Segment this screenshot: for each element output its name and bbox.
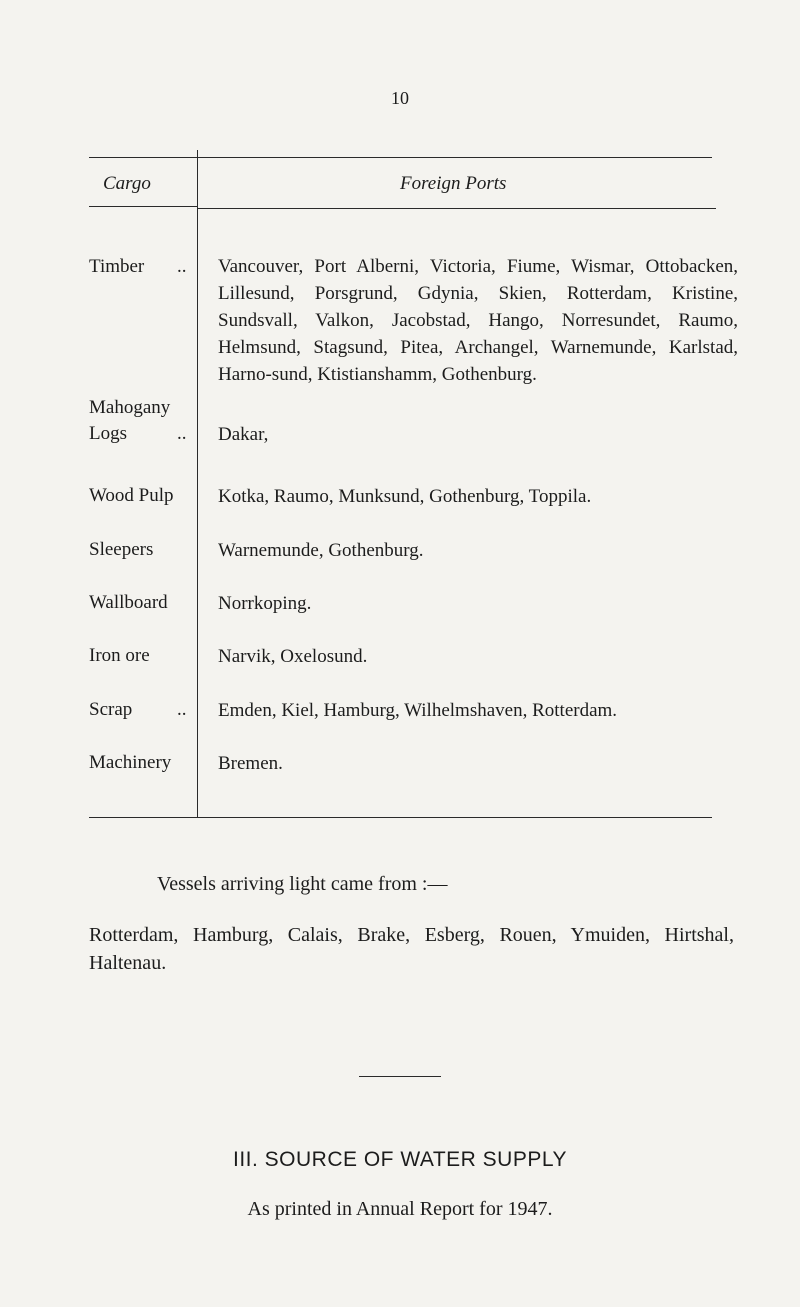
ports-cell: Dakar,	[218, 424, 269, 445]
cargo-cell: Machinery	[89, 752, 172, 773]
cargo-cell: Sleepers	[89, 539, 154, 560]
ports-cell: Bremen.	[218, 753, 283, 774]
dot-leader: ..	[177, 423, 187, 444]
ports-cell: Kotka, Raumo, Munksund, Gothenburg, Toppila.	[218, 486, 592, 507]
table-top-rule	[89, 157, 712, 158]
light-vessels-ports: Rotterdam, Hamburg, Calais, Brake, Esberg, Rouen, Ymuiden, Hirtshal, Haltenau.	[89, 924, 734, 974]
section-divider	[359, 1076, 441, 1077]
cargo-cell: Wallboard	[89, 592, 168, 613]
header-foreign-ports: Foreign Ports	[400, 173, 507, 194]
header-bottom-rule-left	[89, 206, 197, 207]
cargo-cell: Wood Pulp	[89, 485, 174, 506]
light-vessels-intro: Vessels arriving light came from :—	[157, 873, 448, 895]
section-note: As printed in Annual Report for 1947.	[247, 1198, 553, 1220]
cargo-cell: Iron ore	[89, 645, 150, 666]
table-bottom-rule	[89, 817, 712, 818]
dot-leader: ..	[177, 256, 187, 277]
cargo-cell: Scrap	[89, 699, 133, 720]
header-cargo: Cargo	[103, 173, 151, 194]
cargo-cell-line1: Mahogany	[89, 397, 171, 418]
column-divider	[197, 150, 198, 818]
header-bottom-rule-right	[197, 208, 716, 209]
ports-cell: Warnemunde, Gothenburg.	[218, 540, 424, 561]
ports-cell: Narvik, Oxelosund.	[218, 646, 368, 667]
ports-cell: Vancouver, Port Alberni, Victoria, Fiume, Wismar, Ottobacken, Lillesund, Porsgrund, Gdynia, Skien, Rotterdam, Kristine, Sundsvall, Valkon, Jacobstad, Hango, Norresundet, Raumo, Helmsund, Stagsund, Pitea, Archangel, Warnemunde, Karlstad, Harno-sund, Ktistianshamm, Gothenburg.	[218, 256, 738, 385]
section-title: III. SOURCE OF WATER SUPPLY	[233, 1148, 567, 1171]
dot-leader: ..	[177, 699, 187, 720]
page-number: 10	[391, 88, 409, 108]
cargo-cell: Timber	[89, 256, 145, 277]
ports-cell: Norrkoping.	[218, 593, 312, 614]
cargo-cell-line2: Logs	[89, 423, 127, 444]
ports-cell: Emden, Kiel, Hamburg, Wilhelmshaven, Rotterdam.	[218, 700, 618, 721]
